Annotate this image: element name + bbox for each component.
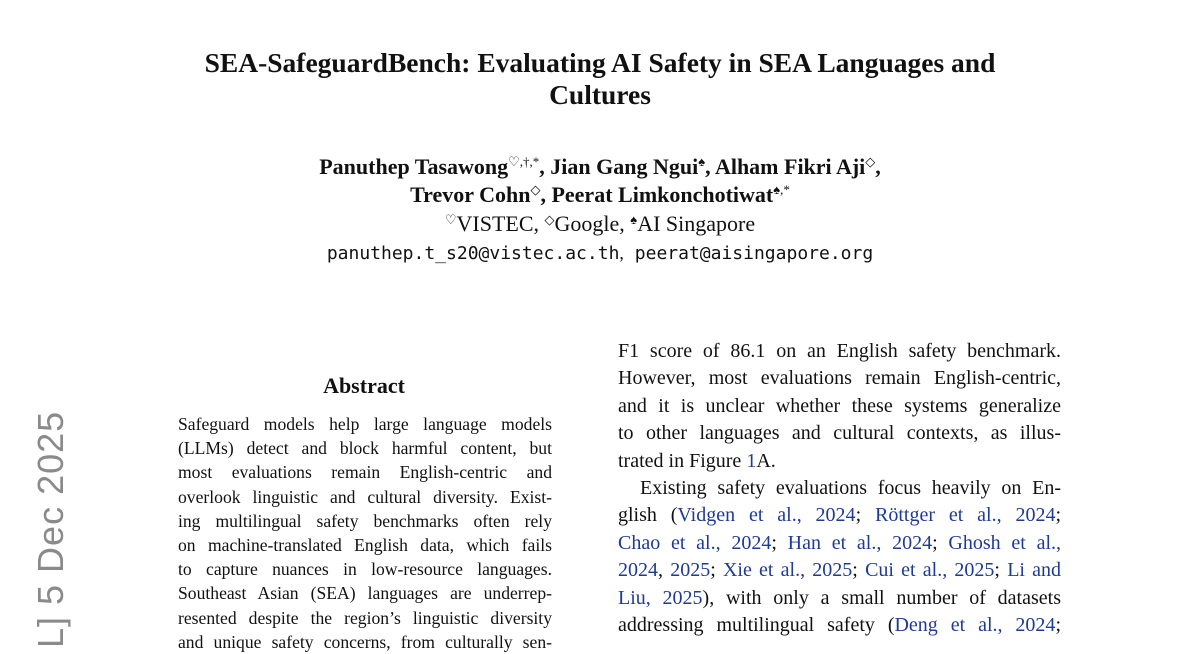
affiliation-mark: ◇: [544, 212, 555, 227]
abstract-line: most evaluations remain English-centric and: [178, 462, 552, 483]
abstract-line: Southeast Asian (SEA) languages are underrep-: [178, 583, 552, 604]
body-line: F1 score of 86.1 on an English safety benchmark.: [618, 340, 1061, 362]
contact-emails: [200, 240, 1000, 267]
abstract-heading: Abstract: [323, 373, 405, 398]
body-line: [618, 557, 1061, 584]
body-text: ), with only a small number of datasets: [702, 586, 1061, 609]
body-text: A.: [756, 449, 776, 472]
author-affiliation-mark: ◇: [530, 182, 541, 197]
title-line-2: Cultures: [549, 79, 651, 110]
punctuation: ;: [855, 504, 862, 527]
punctuation: ;: [771, 531, 777, 554]
author-name: Peerat Limkonchotiwat: [551, 182, 774, 207]
author-affiliation-mark: ♠,*: [773, 182, 790, 197]
author-affiliation-mark: ♡,†,*: [508, 154, 540, 169]
affiliation-mark: ♠: [630, 212, 638, 227]
punctuation: ,: [658, 559, 663, 582]
punctuation: ;: [1055, 614, 1061, 637]
author-name: Panuthep Tasawong: [319, 154, 509, 179]
body-line: to other languages and cultural contexts, as illus-: [618, 422, 1061, 445]
body-line: Existing safety evaluations focus heavily on En-: [640, 477, 1061, 500]
punctuation: ;: [932, 531, 938, 554]
body-text: glish (: [618, 504, 678, 527]
author-name: Alham Fikri Aji: [714, 154, 866, 179]
punctuation: ;: [994, 559, 1000, 582]
citation-link[interactable]: Liu, 2025: [618, 586, 703, 609]
affiliation-name: AI Singapore: [637, 211, 756, 236]
author-list: Panuthep Tasawong♡,†,*, Jian Gang Ngui♠, Alham Fikri Aji◇, Trevor Cohn◇, Peerat Limkonchotiwat♠,*: [319, 154, 881, 207]
abstract-line: to capture nuances in low-resource languages.: [178, 559, 552, 580]
abstract-line: ing multilingual safety benchmarks often rely: [178, 510, 552, 531]
affiliation-name: Google,: [554, 211, 625, 236]
body-text: trated in Figure: [618, 449, 747, 472]
email-link[interactable]: peerat@aisingapore.org: [634, 243, 874, 264]
figure-reference-link[interactable]: 1: [746, 449, 757, 472]
body-text: addressing multilingual safety (: [618, 614, 895, 637]
body-line: [618, 502, 1061, 529]
abstract-line: resented despite the region’s linguistic diversity: [178, 607, 552, 628]
body-text-right-column: [618, 338, 1061, 639]
punctuation: ;: [710, 559, 716, 582]
punctuation: ;: [852, 559, 858, 582]
punctuation: ;: [1055, 504, 1062, 527]
abstract-line: and unique safety concerns, from culturally sen-: [178, 631, 552, 652]
body-line: However, most evaluations remain English-centric,: [618, 367, 1061, 390]
citation-link[interactable]: Vidgen et al., 2024: [677, 504, 856, 527]
affiliations: [200, 210, 1000, 238]
citation-link[interactable]: 2025: [670, 559, 711, 582]
paper-title: [150, 47, 1050, 111]
body-line: and it is unclear whether these systems generalize: [618, 394, 1061, 417]
affiliation-mark: ♡: [444, 212, 457, 227]
abstract-line: overlook linguistic and cultural diversity. Exist-: [178, 486, 552, 507]
citation-link[interactable]: 2024: [618, 559, 658, 582]
abstract-body: [178, 412, 552, 654]
body-line: [618, 585, 1061, 612]
body-line: [618, 448, 1061, 475]
title-line-1: SEA-SafeguardBench: Evaluating AI Safety in SEA Languages and: [204, 47, 996, 78]
citation-link[interactable]: Röttger et al., 2024: [875, 504, 1056, 527]
citation-link[interactable]: Deng et al., 2024: [894, 614, 1056, 637]
abstract-line: (LLMs) detect and block harmful content, but: [178, 438, 552, 459]
author-affiliation-mark: ◇: [865, 154, 876, 169]
citation-link[interactable]: Han et al., 2024: [787, 531, 933, 554]
author-name: Jian Gang Ngui: [550, 154, 699, 179]
citation-link[interactable]: Xie et al., 2025: [722, 559, 853, 582]
body-line: [618, 612, 1061, 639]
abstract-line: Safeguard models help large language models: [178, 414, 552, 434]
arxiv-side-stamp: L] 5 Dec 2025: [30, 410, 71, 648]
author-name: Trevor Cohn: [410, 182, 531, 207]
body-line: [618, 530, 1061, 557]
email-link[interactable]: panuthep.t_s20@vistec.ac.th: [326, 243, 620, 264]
citation-link[interactable]: Li and: [1007, 559, 1062, 582]
author-affiliation-mark: ♠: [698, 154, 706, 169]
affiliation-name: VISTEC,: [456, 211, 540, 236]
citation-link[interactable]: Cui et al., 2025: [865, 559, 995, 582]
citation-link[interactable]: Chao et al., 2024: [618, 531, 772, 554]
citation-link[interactable]: Ghosh et al.,: [948, 531, 1061, 554]
email-separator: ,: [619, 243, 624, 263]
abstract-line: on machine-translated English data, which fails: [178, 535, 552, 556]
